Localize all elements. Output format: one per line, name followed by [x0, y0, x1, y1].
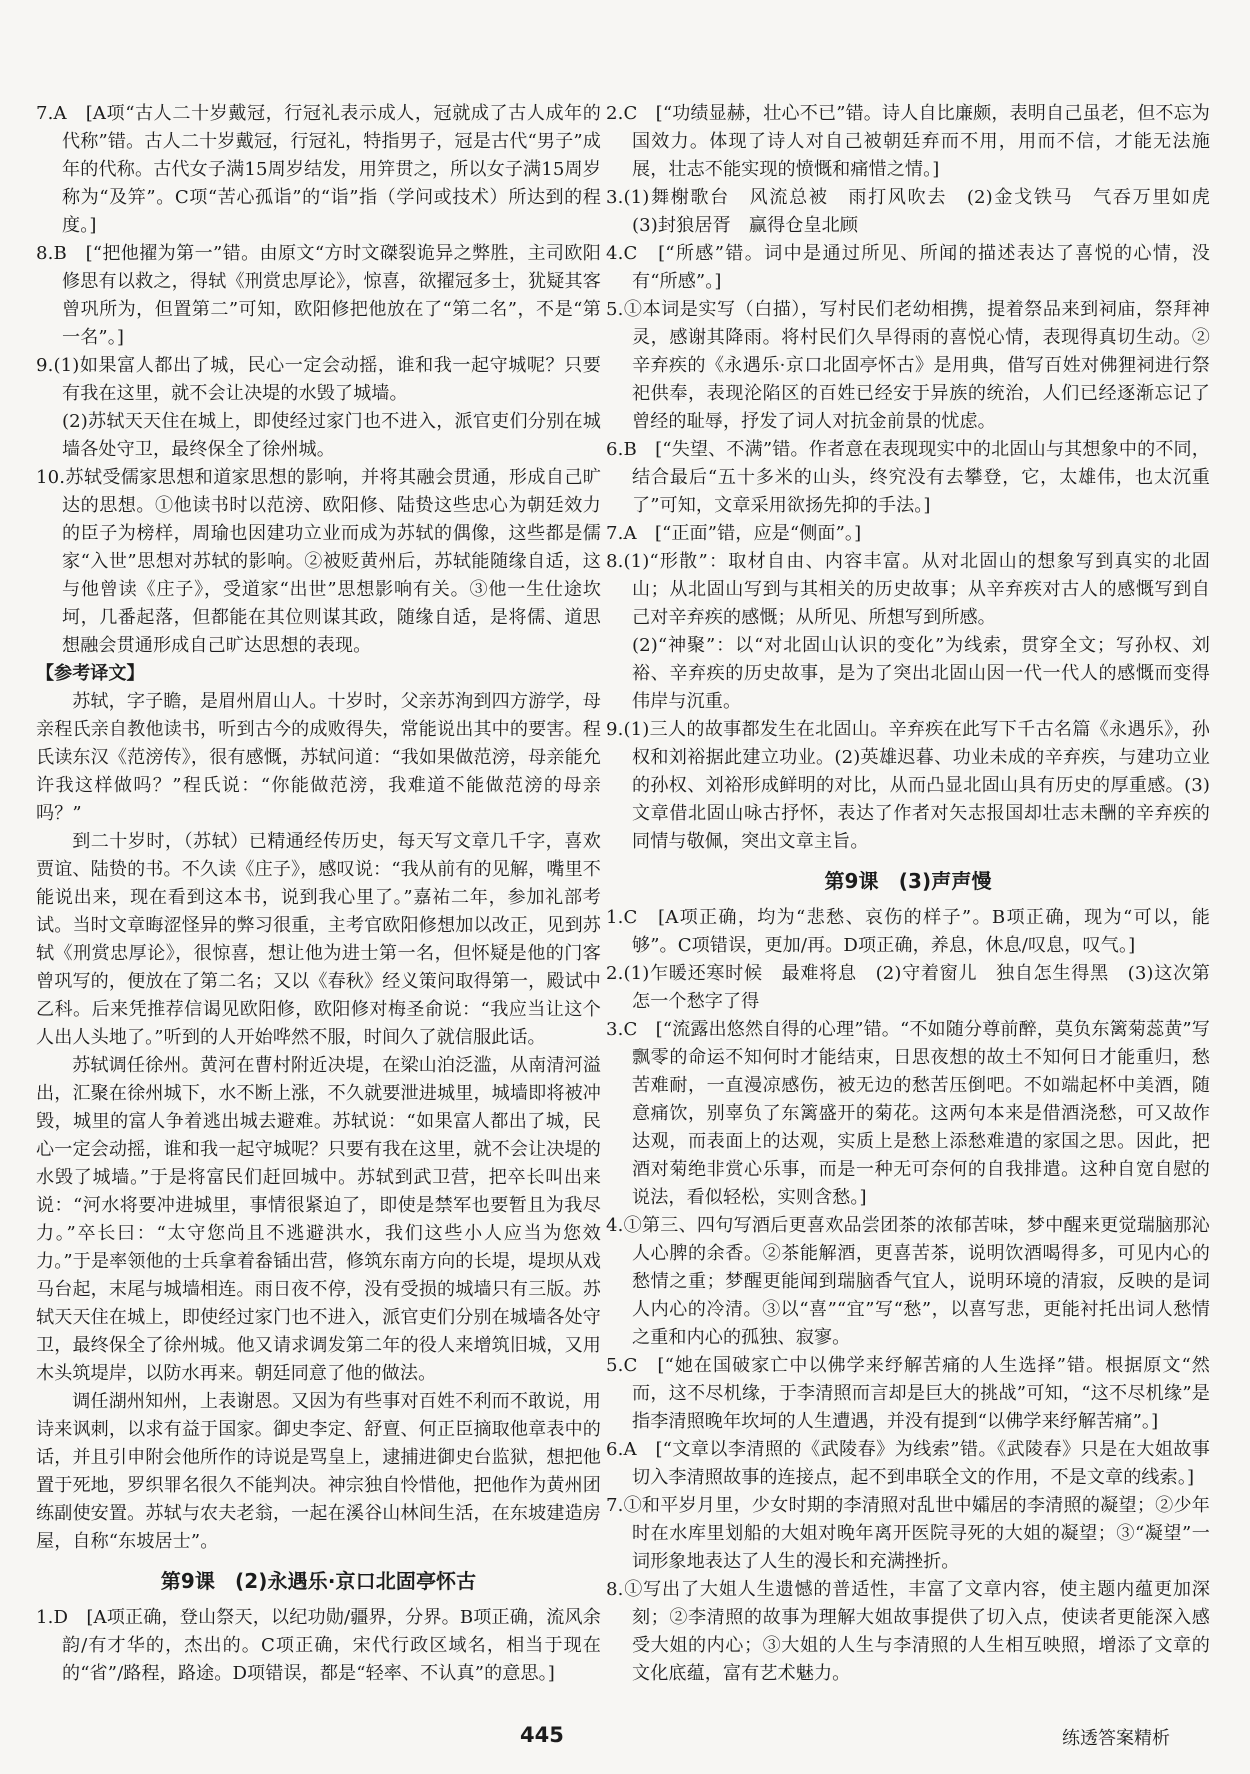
- answer-9-part-2: (2)苏轼天天住在城上，即使经过家门也不进入，派官吏们分别在城墙各处守卫，最终保全了徐州城。: [62, 411, 601, 460]
- answer-3: 3.(1)舞榭歌台 风流总被 雨打风吹去 (2)金戈铁马 气吞万里如虎 (3)封狼居胥 赢得仓皇北顾: [606, 187, 1229, 236]
- right-column: [606, 100, 1229, 1688]
- lesson-answer-8: 8.①写出了大姐人生遗憾的普适性，丰富了文章内容，使主题内蕴更加深刻；②李清照的故事为理解大姐故事提供了切入点，使读者更能深入感受大姐的内心；③大姐的人生与李清照的人生相互映照，增添了文章的文化底蕴，富有艺术魅力。: [606, 1579, 1210, 1684]
- translation-paragraph-3: 苏轼调任徐州。黄河在曹村附近决堤，在梁山泊泛滥，从南清河溢出，汇聚在徐州城下，水不断上涨，不久就要泄进城里，城墙即将被冲毁，城里的富人争着逃出城去避难。苏轼说：“如果富人都出了城，民心一定会动摇，谁和我一起守城呢？只要有我在这里，就不会让决堤的水毁了城墙。”于是将富民们赶回城中。苏轼到武卫营，把卒长叫出来说：“河水将要冲进城里，事情很紧迫了，即使是禁军也要暂且为我尽力。”卒长曰：“太守您尚且不逃避洪水，我们这些小人应当为您效力。”于是率领他的士兵拿着畚锸出营，修筑东南方向的长堤，堤坝从戏马台起，末尾与城墙相连。雨日夜不停，没有受损的城墙只有三版。苏轼天天住在城上，即使经过家门也不进入，派官吏们分别在城墙各处守卫，最终保全了徐州城。他又请求调发第二年的役人来增筑旧城，又用木头筑堤岸，以防水再来。朝廷同意了他的做法。: [36, 1055, 601, 1384]
- answer-8: 8.B [“把他擢为第一”错。由原文“方时文磔裂诡异之弊胜，主司欧阳修思有以救之，得轼《刑赏忠厚论》，惊喜，欲擢冠多士，犹疑其客曾巩所为，但置第二”可知，欧阳修把他放在了“第二名”，不是“第一名”。]: [36, 243, 601, 348]
- footer-label: 练透答案精析: [1062, 1728, 1170, 1749]
- lesson-answer-5: 5.C [“她在国破家亡中以佛学来纾解苦痛的人生选择”错。根据原文“然而，这不尽机缘，于李清照而言却是巨大的挑战”可知，“这不尽机缘”是指李清照晚年坎坷的人生遭遇，并没有提到“以佛学来纾解苦痛”。]: [606, 1355, 1210, 1432]
- lesson-answer-1: 1.D [A项正确，登山祭天，以纪功勋/疆界，分界。B项正确，流风余韵/有才华的，杰出的。C项正确，宋代行政区域名，相当于现在的“省”/路程，路途。D项错误，都是“轻率、不认真”的意思。]: [36, 1607, 601, 1684]
- lesson-heading-shengshengman: 第9课 (3)声声慢: [824, 869, 992, 893]
- lesson-answer-6: 6.A [“文章以李清照的《武陵春》为线索”错。《武陵春》只是在大姐故事切入李清照故事的连接点，起不到串联全文的作用，不是文章的线索。]: [606, 1439, 1210, 1488]
- lesson-answer-4: 4.①第三、四句写酒后更喜欢品尝团茶的浓郁苦味，梦中醒来更觉瑞脑那沁人心脾的余香。②茶能解酒，更喜苦茶，说明饮酒喝得多，可见内心的愁情之重；梦醒更能闻到瑞脑香气宜人，说明环境的清寂，反映的是词人内心的冷清。③以“喜”“宜”写“愁”，以喜写悲，更能衬托出词人愁情之重和内心的孤独、寂寥。: [606, 1215, 1210, 1348]
- lesson-heading-yongyule: 第9课 (2)永遇乐·京口北固亭怀古: [160, 1569, 477, 1593]
- answer-4: 4.C [“所感”错。词中是通过所见、所闻的描述表达了喜悦的心情，没有“所感”。]: [606, 243, 1210, 292]
- answer-10: 10.苏轼受儒家思想和道家思想的影响，并将其融会贯通，形成自己旷达的思想。①他读书时以范滂、欧阳修、陆贽这些忠心为朝廷效力的臣子为榜样，周瑜也因建功立业而成为苏轼的偶像，这些都是儒家“入世”思想对苏轼的影响。②被贬黄州后，苏轼能随缘自适，这与他曾读《庄子》，受道家“出世”思想影响有关。③他一生仕途坎坷，几番起落，但都能在其位则谋其政，随缘自适，是将儒、道思想融会贯通形成自己旷达思想的表现。: [36, 467, 601, 656]
- answer-6: 6.B [“失望、不满”错。作者意在表现现实中的北固山与其想象中的不同，结合最后“五十多米的山头，终究没有去攀登，它，太雄伟，也太沉重了”可知，文章采用欲扬先抑的手法。]: [606, 439, 1210, 516]
- answer-9: 9.(1)三人的故事都发生在北固山。辛弃疾在此写下千古名篇《永遇乐》，孙权和刘裕据此建立功业。(2)英雄迟暮、功业未成的辛弃疾，与建功立业的孙权、刘裕形成鲜明的对比，从而凸显北固山具有历史的厚重感。(3)文章借北固山咏古抒怀，表达了作者对矢志报国却壮志未酬的辛弃疾的同情与敬佩，突出文章主旨。: [606, 719, 1210, 852]
- answer-8-part-1: 8.(1)“形散”：取材自由、内容丰富。从对北固山的想象写到真实的北固山；从北固山写到与其相关的历史故事；从辛弃疾对古人的感慨写到自己对辛弃疾的感慨；从所见、所想写到所感。: [606, 551, 1210, 628]
- lesson-answer-3: 3.C [“流露出悠然自得的心理”错。“不如随分尊前醉，莫负东篱菊蕊黄”写飘零的命运不知何时才能结束，日思夜想的故土不知何日才能重归，愁苦难耐，一直漫凉感伤，被无边的愁苦压倒吧。不如端起杯中美酒，随意痛饮，别辜负了东篱盛开的菊花。这两句本来是借酒浇愁，可又故作达观，而表面上的达观，实质上是愁上添愁难遣的家国之思。因此，把酒对菊绝非赏心乐事，而是一种无可奈何的自我排遣。这种自宽自慰的说法，看似轻松，实则含愁。]: [606, 1019, 1210, 1208]
- lesson-answer-1: 1.C [A项正确，均为“悲愁、哀伤的样子”。B项正确，现为“可以，能够”。C项错误，更加/再。D项正确，养息，休息/叹息，叹气。]: [606, 907, 1210, 956]
- translation-paragraph-1: 苏轼，字子瞻，是眉州眉山人。十岁时，父亲苏洵到四方游学，母亲程氏亲自教他读书，听到古今的成败得失，常能说出其中的要害。程氏读东汉《范滂传》，很有感慨，苏轼问道：“我如果做范滂，母亲能允许我这样做吗？”程氏说：“你能做范滂，我难道不能做范滂的母亲吗？”: [36, 691, 601, 824]
- translation-paragraph-4: 调任湖州知州，上表谢恩。又因为有些事对百姓不利而不敢说，用诗来讽刺，以求有益于国家。御史李定、舒亶、何正臣摘取他章表中的话，并且引申附会他所作的诗说是骂皇上，逮捕进御史台监狱，想把他置于死地，罗织罪名很久不能判决。神宗独自怜惜他，把他作为黄州团练副使安置。苏轼与农夫老翁，一起在溪谷山林间生活，在东坡建造房屋，自称“东坡居士”。: [36, 1391, 601, 1552]
- left-column: [36, 100, 601, 1688]
- lesson-answer-2: 2.(1)乍暖还寒时候 最难将息 (2)守着窗儿 独自怎生得黑 (3)这次第 怎一个愁字了得: [606, 963, 1229, 1012]
- translation-paragraph-2: 到二十岁时，（苏轼）已精通经传历史，每天写文章几千字，喜欢贾谊、陆贽的书。不久读《庄子》，感叹说：“我从前有的见解，嘴里不能说出来，现在看到这本书，说到我心里了。”嘉祐二年，参加礼部考试。当时文章晦涩怪异的弊习很重，主考官欧阳修想加以改正，见到苏轼《刑赏忠厚论》，很惊喜，想让他为进士第一名，但怀疑是他的门客曾巩写的，便放在了第二名；又以《春秋》经义策问取得第一，殿试中乙科。后来凭推荐信谒见欧阳修，欧阳修对梅圣俞说：“我应当让这个人出人头地了。”听到的人开始哗然不服，时间久了就信服此话。: [36, 831, 601, 1048]
- page-number: 445: [520, 1723, 564, 1747]
- reference-translation-title: 【参考译文】: [36, 663, 145, 684]
- answer-8-part-2: (2)“神聚”：以“对北固山认识的变化”为线索，贯穿全文；写孙权、刘裕、辛弃疾的历史故事，是为了突出北固山因一代一代人的感慨而变得伟岸与沉重。: [632, 635, 1210, 712]
- answer-9-part-1: 9.(1)如果富人都出了城，民心一定会动摇，谁和我一起守城呢？只要有我在这里，就不会让决堤的水毁了城墙。: [36, 355, 601, 404]
- answer-7: 7.A [“正面”错，应是“侧面”。]: [606, 523, 862, 544]
- answer-7: 7.A [A项“古人二十岁戴冠，行冠礼表示成人，冠就成了古人成年的代称”错。古人二十岁戴冠，行冠礼，特指男子，冠是古代“男子”成年的代称。古代女子满15周岁结发，用笄贯之，所以女子满15周岁称为“及笄”。C项“苦心孤诣”的“诣”指（学问或技术）所达到的程度。]: [36, 103, 601, 236]
- answer-2: 2.C [“功绩显赫，壮心不已”错。诗人自比廉颇，表明自己虽老，但不忘为国效力。体现了诗人对自己被朝廷弃而不用，用而不信，才能无法施展，壮志不能实现的愤慨和痛惜之情。]: [606, 103, 1210, 180]
- answer-5: 5.①本词是实写（白描），写村民们老幼相携，提着祭品来到祠庙，祭拜神灵，感谢其降雨。将村民们久旱得雨的喜悦心情，表现得真切生动。②辛弃疾的《永遇乐·京口北固亭怀古》是用典，借写百姓对佛狸祠进行祭祀供奉，表现沦陷区的百姓已经安于异族的统治，人们已经逐渐忘记了曾经的耻辱，抒发了词人对抗金前景的忧虑。: [606, 299, 1210, 432]
- lesson-answer-7: 7.①和平岁月里，少女时期的李清照对乱世中孀居的李清照的凝望；②少年时在水库里划船的大姐对晚年离开医院寻死的大姐的凝望；③“凝望”一词形象地表达了人生的漫长和充满挫折。: [606, 1495, 1210, 1572]
